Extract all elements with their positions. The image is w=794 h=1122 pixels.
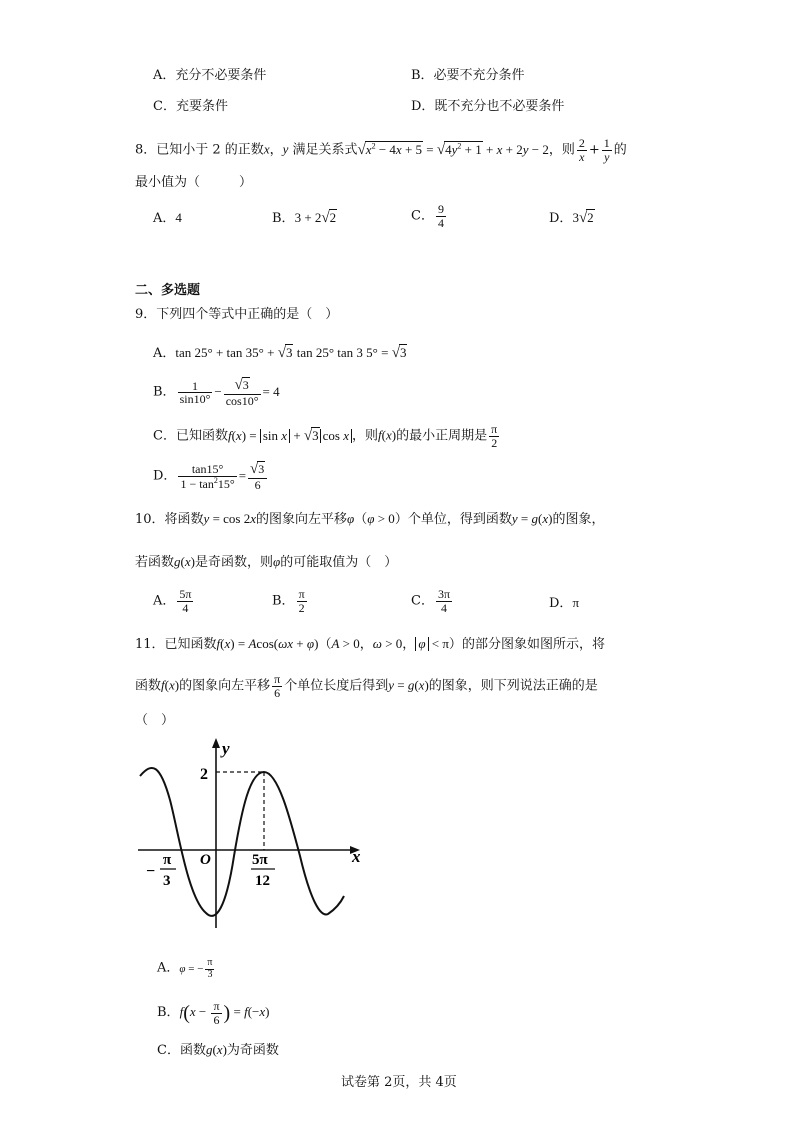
q8-option-a-value: 4: [175, 210, 182, 225]
q11-option-a-label: A．: [157, 960, 180, 976]
q11-stem-line1: 11．已知函数f(x) = Acos(ωx + φ)（A > 0，ω > 0， φ < π）的部分图象如图所示，将: [135, 636, 605, 652]
q8-option-d-label: D．: [549, 211, 573, 226]
q8-stem-then: ，则: [548, 142, 575, 158]
q10-option-a[interactable]: A． $\frac{5\pi}{4}$: [153, 587, 192, 615]
q11-option-c[interactable]: C．函数g(x)为奇函数: [157, 1042, 279, 1058]
q10-line2-a: 若函数: [135, 555, 175, 570]
q9-option-c-mid: ，则: [352, 428, 379, 444]
x-axis-label: x: [352, 847, 361, 866]
q8-stem-prefix: 8．已知小于 2 的正数: [135, 142, 264, 158]
q8-stem: 8．已知小于 2 的正数x，y 满足关系式$√x^2 - 4x + 5 = √4y^2 + 1 + x + 2y - 2$，则 $\frac{2}{x}$ + $\frac{1}{y}$ 的: [135, 136, 627, 164]
q10-line1-c: 个单位，得到函数: [407, 512, 512, 527]
q8-stem-mid: 满足关系式: [292, 142, 358, 158]
q11-line2-a: 函数: [135, 678, 162, 694]
q8-option-a[interactable]: [153, 211, 182, 225]
y-axis-arrow: [212, 738, 220, 748]
q8-stem-end: 的: [613, 142, 627, 158]
q10-option-b[interactable]: B． $\frac{\pi}{2}$: [272, 587, 305, 615]
q10-option-c[interactable]: C． $\frac{3\pi}{4}$: [411, 587, 451, 615]
q10-line1-d: 的图象，: [552, 512, 605, 527]
q8-option-b-label: B．: [272, 211, 295, 226]
q11-option-c-end: 为奇函数: [226, 1043, 279, 1058]
q9-option-a-label: A．: [153, 346, 176, 361]
q10-stem-line1: 10．将函数y = cos 2x的图象向左平移φ（φ > 0）个单位，得到函数y = g(x)的图象，: [135, 511, 605, 527]
q10-option-c-label: C．: [411, 593, 434, 609]
q11-line1-b: 的部分图象如图所示，将: [461, 637, 605, 652]
q9-option-c-label: C．已知函数: [153, 428, 228, 444]
q9-option-a[interactable]: [153, 346, 407, 361]
q10-line1-b: 的图象向左平移: [256, 512, 348, 527]
q9-option-b[interactable]: [153, 378, 280, 407]
q9-option-c[interactable]: C．已知函数f(x) = sin x + √3 cos x ，则f(x)的最小正周期是 $\frac{\pi}{2}$: [153, 422, 498, 450]
q10-option-a-label: A．: [153, 593, 176, 609]
q9-option-b-formula: $\frac{1}{\sin 10^\circ}$ − $\frac{√3}{\cos 10^\circ}$ = 4: [179, 377, 280, 408]
q7-option-d[interactable]: D．既不充分也不必要条件: [411, 99, 565, 114]
q7-option-b[interactable]: B．必要不充分条件: [411, 68, 525, 83]
q10-option-d[interactable]: D．π: [549, 595, 580, 611]
q11-graph: [130, 738, 370, 933]
cosine-curve: [140, 768, 344, 916]
q10-line1-a: 10．将函数: [135, 512, 204, 527]
q9-stem: 9．下列四个等式中正确的是（ ）: [135, 307, 339, 322]
right-tick-num: 5π: [252, 852, 268, 868]
section-title: 二、多选题: [135, 283, 201, 298]
page-footer: 试卷第 2页，共 4页: [341, 1075, 457, 1090]
q9-option-c-end: 的最小正周期是: [396, 428, 488, 444]
q11-option-a[interactable]: [157, 958, 216, 980]
q11-line1-a: 11．已知函数: [135, 637, 217, 652]
q8-equation: $√x^2 - 4x + 5 = √4y^2 + 1 + x + 2y - 2$: [357, 141, 549, 158]
q8-option-a-label: A．: [153, 211, 176, 226]
q11-option-c-label: C．函数: [157, 1043, 206, 1058]
left-tick-num: π: [163, 852, 172, 868]
q11-option-b-formula: f(x − $\frac{\pi}{6}$ ) = f(−x): [179, 999, 270, 1027]
q8-option-c[interactable]: C． $\frac{9}{4}$: [411, 202, 444, 230]
q8-option-d[interactable]: D．3√2: [549, 210, 594, 226]
q8-option-b[interactable]: B．3 + 2√2: [272, 210, 337, 226]
q10-stem-line2: 若函数g(x)是奇函数，则φ的可能取值为（ ）: [135, 554, 398, 570]
q7-option-c[interactable]: C．充要条件: [153, 99, 228, 114]
q11-line2-c: 个单位长度后得到: [284, 678, 389, 694]
q11-stem-line2: 函数f(x)的图象向左平移 $\frac{\pi}{6}$ 个单位长度后得到y = g(x)的图象，则下列说法正确的是: [135, 672, 598, 700]
q10-line2-b: 是奇函数，则: [194, 555, 273, 570]
q10-option-b-label: B．: [272, 593, 295, 609]
q11-option-a-formula: φ = − $\frac{\pi}{3}$: [179, 957, 213, 980]
q11-stem-line3: （ ）: [135, 713, 175, 728]
q9-option-d-formula: $\frac{\tan 15^\circ}{1 - \tan^215^\circ}$ = $\frac{√3}{6}$: [176, 468, 269, 483]
right-tick-den: 12: [255, 873, 270, 889]
q10-option-d-label: D．: [549, 596, 573, 611]
q9-option-c-formula: f(x) = sin x + √3 cos x: [228, 428, 352, 443]
q10-line2-c: 的可能取值为（ ）: [280, 555, 398, 570]
q8-stem-line2: 最小值为（ ）: [135, 175, 253, 190]
q8-option-c-label: C．: [411, 208, 434, 224]
q9-option-d-label: D．: [153, 468, 177, 484]
q9-option-a-formula: tan 25° + tan 35° + √3 tan 25° tan 3 5° = √3: [175, 345, 407, 361]
left-tick-den: 3: [163, 873, 171, 889]
q9-option-d[interactable]: [153, 462, 269, 491]
q11-line2-b: 的图象向左平移: [179, 678, 271, 694]
origin-label: O: [200, 852, 211, 868]
left-tick-minus: −: [146, 863, 156, 880]
q9-option-b-label: B．: [153, 384, 176, 400]
y-axis-label: y: [222, 739, 230, 758]
q11-option-b[interactable]: [157, 1000, 269, 1026]
q7-option-a[interactable]: A．充分不必要条件: [153, 68, 267, 83]
q11-line2-d: 的图象，则下列说法正确的是: [428, 678, 598, 694]
max-value-label: 2: [200, 766, 208, 783]
q11-option-b-label: B．: [157, 1005, 180, 1021]
